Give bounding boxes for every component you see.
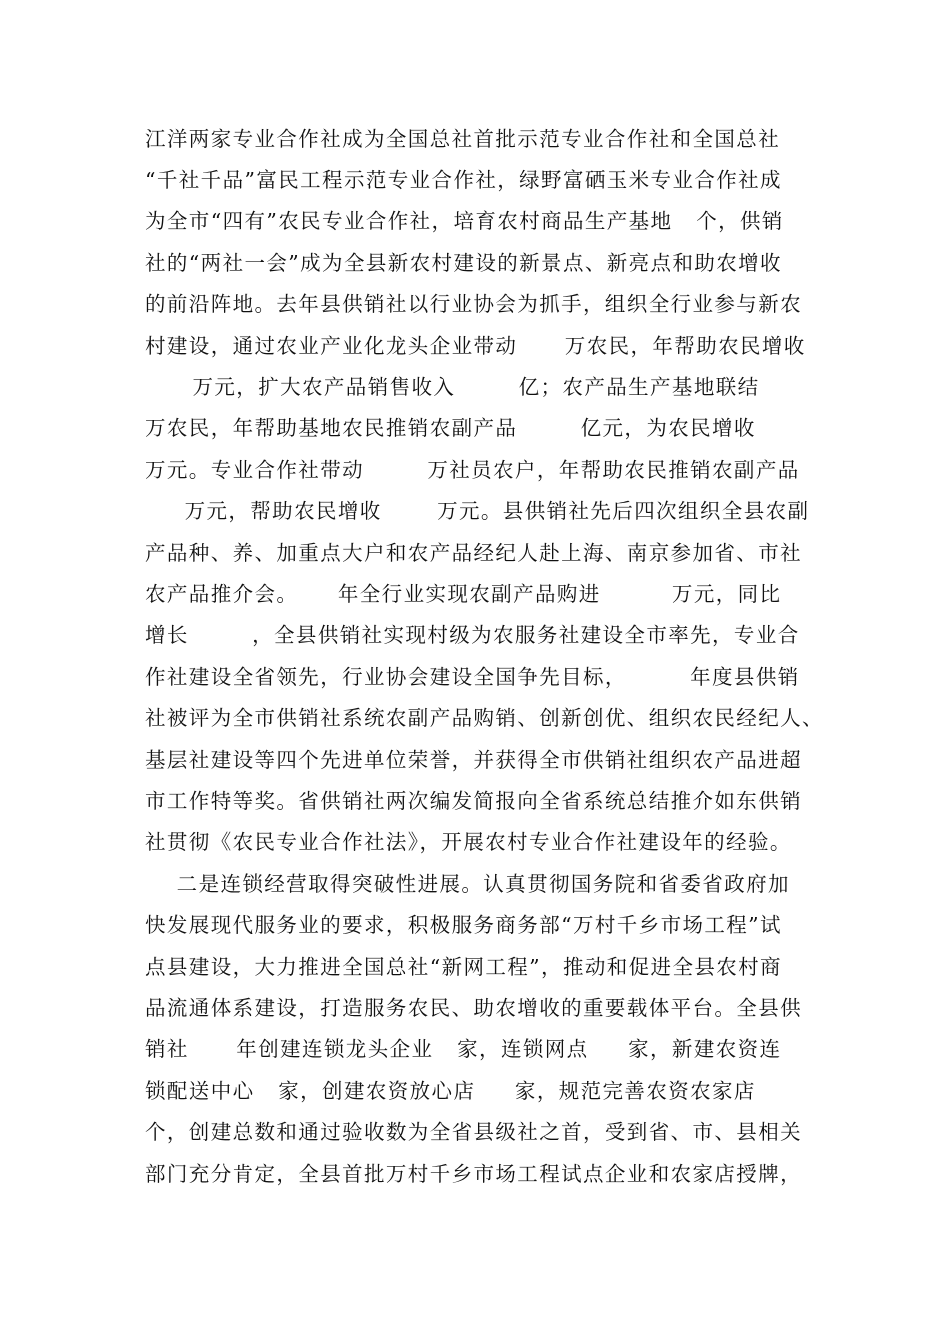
text-line: 增长 ，全县供销社实现村级为农服务社建设全市率先，专业合 — [145, 623, 800, 647]
text-line: 基层社建设等四个先进单位荣誉，并获得全市供销社组织农产品进超 — [145, 748, 802, 772]
text-line: 社被评为全市供销社系统农副产品购销、创新创优、组织农民经纪人、 — [145, 706, 824, 730]
text-line: 快发展现代服务业的要求，积极服务商务部“万村千乡市场工程”试 — [145, 913, 782, 937]
text-line: 点县建设，大力推进全国总社“新网工程”，推动和促进全县农村商 — [145, 955, 782, 979]
text-line: 村建设，通过农业产业化龙头企业带动 万农民，年帮助农民增收 — [145, 334, 806, 358]
paragraph-start-line: 二是连锁经营取得突破性进展。认真贯彻国务院和省委省政府加 — [145, 872, 790, 896]
text-line: 万元，帮助农民增收 万元。县供销社先后四次组织全县农副 — [145, 499, 810, 523]
text-line: 万元。专业合作社带动 万社员农户，年帮助农民推销农副产品 — [145, 458, 800, 482]
text-line: 农产品推介会。 年全行业实现农副产品购进 万元，同比 — [145, 582, 782, 606]
text-line: 部门充分肯定，全县首批万村千乡市场工程试点企业和农家店授牌， — [145, 1162, 802, 1186]
text-line: 个，创建总数和通过验收数为全省县级社之首，受到省、市、县相关 — [145, 1120, 802, 1144]
text-line: 的前沿阵地。去年县供销社以行业协会为抓手，组织全行业参与新农 — [145, 292, 802, 316]
text-line: 万农民，年帮助基地农民推销农副产品 亿元，为农民增收 — [145, 416, 756, 440]
text-line: 销社 年创建连锁龙头企业 家，连锁网点 家，新建农资连 — [145, 1037, 782, 1061]
text-line: 为全市“四有”农民专业合作社，培育农村商品生产基地 个，供销 — [145, 209, 784, 233]
text-line: 社贯彻《农民专业合作社法》，开展农村专业合作社建设年的经验。 — [145, 830, 792, 854]
text-line: 社的“两社一会”成为全县新农村建设的新景点、新亮点和助农增收 — [145, 251, 782, 275]
text-line: 锁配送中心 家，创建农资放心店 家，规范完善农资农家店 — [145, 1079, 756, 1103]
text-line: 市工作特等奖。省供销社两次编发简报向全省系统总结推介如东供销 — [145, 789, 802, 813]
text-line: “千社千品”富民工程示范专业合作社，绿野富硒玉米专业合作社成 — [145, 168, 782, 192]
text-line: 江洋两家专业合作社成为全国总社首批示范专业合作社和全国总社 — [145, 127, 781, 151]
text-line: 万元，扩大农产品销售收入 亿；农产品生产基地联结 — [145, 375, 760, 399]
text-line: 品流通体系建设，打造服务农民、助农增收的重要载体平台。全县供 — [145, 996, 802, 1020]
text-line: 作社建设全省领先，行业协会建设全国争先目标， 年度县供销 — [145, 665, 800, 689]
text-line: 产品种、养、加重点大户和农产品经纪人赴上海、南京参加省、市社 — [145, 541, 802, 565]
